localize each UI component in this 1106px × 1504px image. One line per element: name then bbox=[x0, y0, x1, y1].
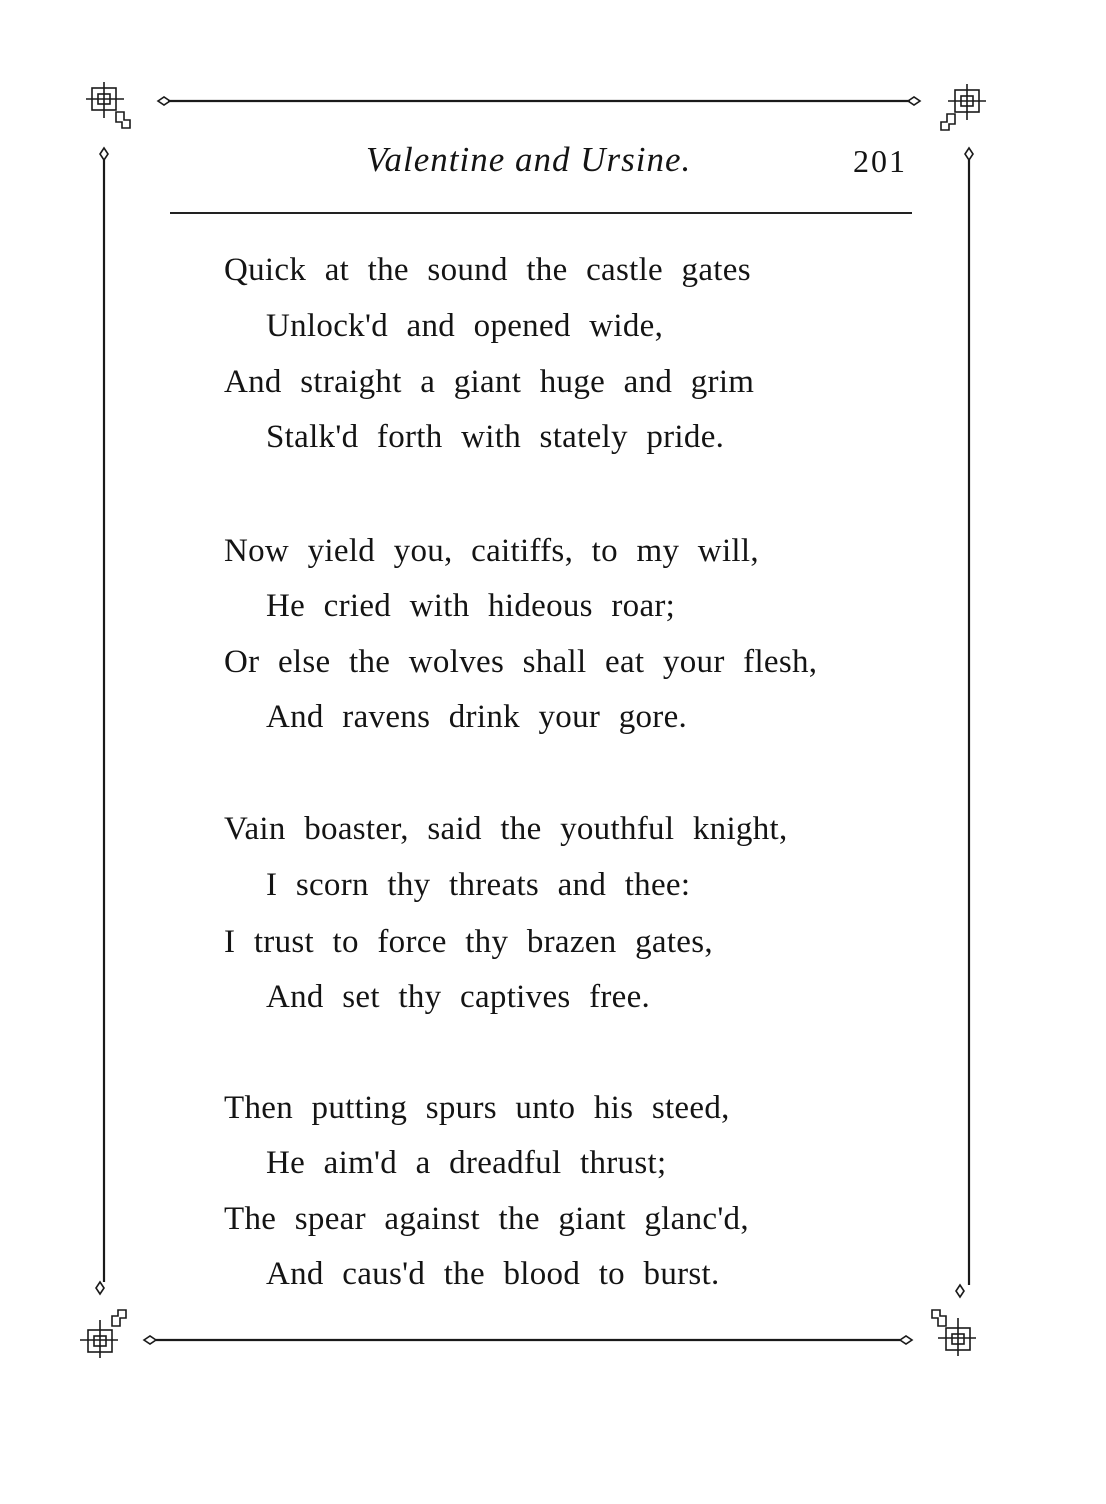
verse-line: He aim'd a dreadful thrust; bbox=[266, 1145, 667, 1181]
corner-ornament-bottom-right-icon bbox=[900, 1285, 976, 1356]
page-number: 201 bbox=[853, 143, 907, 179]
running-title: Valentine and Ursine. bbox=[366, 140, 692, 179]
verse-line: I trust to force thy brazen gates, bbox=[224, 924, 713, 960]
verse-line: And caus'd the blood to burst. bbox=[266, 1256, 720, 1292]
verse-line: And straight a giant huge and grim bbox=[224, 364, 755, 400]
verse-line: And set thy captives free. bbox=[266, 979, 651, 1015]
verse-line: Stalk'd forth with stately pride. bbox=[266, 419, 725, 455]
verse-line: The spear against the giant glanc'd, bbox=[224, 1201, 749, 1237]
verse-line: He cried with hideous roar; bbox=[266, 588, 676, 624]
corner-ornament-top-right-icon bbox=[908, 84, 986, 160]
verse-line: Or else the wolves shall eat your flesh, bbox=[224, 644, 818, 680]
verse-line: I scorn thy threats and thee: bbox=[266, 867, 691, 903]
verse-line: Quick at the sound the castle gates bbox=[224, 252, 751, 288]
verse-line: Now yield you, caitiffs, to my will, bbox=[224, 533, 759, 569]
header-rule bbox=[170, 212, 912, 214]
verse-line: Then putting spurs unto his steed, bbox=[224, 1090, 730, 1126]
verse-line: Vain boaster, said the youthful knight, bbox=[224, 811, 788, 847]
verse-line: And ravens drink your gore. bbox=[266, 699, 688, 735]
verse-line: Unlock'd and opened wide, bbox=[266, 308, 664, 344]
corner-ornament-bottom-left-icon bbox=[80, 1282, 156, 1358]
corner-ornament-top-left-icon bbox=[86, 82, 170, 160]
